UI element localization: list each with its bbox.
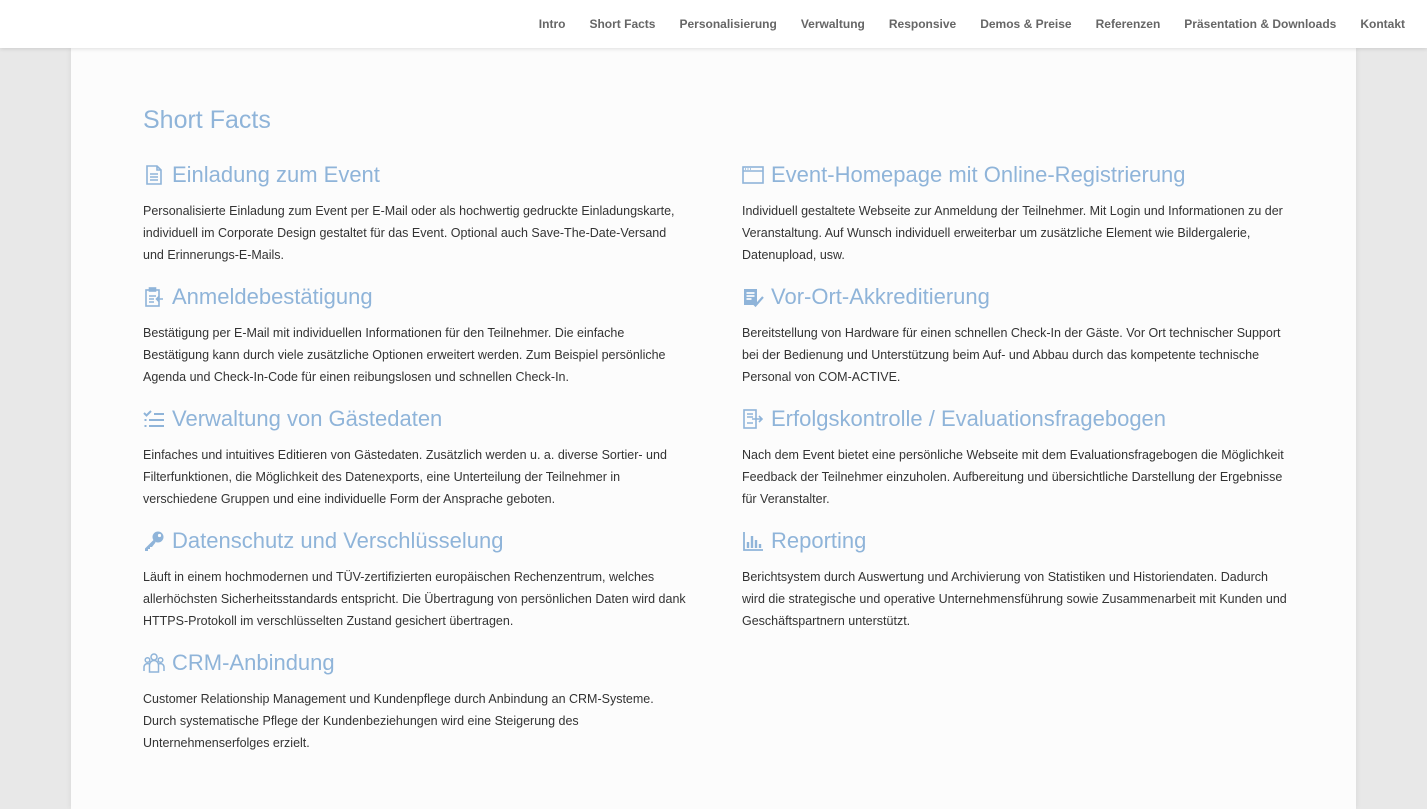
- nav-link-verwaltung[interactable]: Verwaltung: [800, 17, 865, 31]
- content-area: [71, 48, 1356, 809]
- nav-item: [1096, 15, 1161, 33]
- fact-text: Nach dem Event bietet eine persönliche Webseite mit dem Evaluationsfragebogen die Möglichkeit Feedback der Teilnehmer einzuholen. Aufbereitung und übersichtliche Darstellung der Ergebnisse für Veranstalter.: [742, 448, 1284, 506]
- nav-item: [980, 15, 1071, 33]
- document-icon: [143, 164, 165, 186]
- fact-datenschutz: [143, 526, 688, 648]
- fact-heading: [143, 282, 688, 312]
- fact-gaestedaten: [143, 404, 688, 526]
- nav-link-demos-preise[interactable]: Demos & Preise: [980, 17, 1072, 31]
- bar-chart-icon: [742, 530, 764, 552]
- fact-title: Verwaltung von Gästedaten: [172, 406, 443, 431]
- fact-title: Vor-Ort-Akkreditierung: [771, 284, 990, 309]
- nav-link-personalisierung[interactable]: Personalisierung: [679, 17, 777, 31]
- form-export-icon: [742, 408, 764, 430]
- fact-anmeldebestaetigung: [143, 282, 688, 404]
- fact-event-homepage: [742, 160, 1287, 282]
- nav-item: [1184, 15, 1336, 33]
- fact-einladung: [143, 160, 688, 282]
- fact-text: Customer Relationship Management und Kundenpflege durch Anbindung an CRM-Systeme. Durch systematische Pflege der Kundenbeziehungen wird eine Steigerung des Unternehmenserfolges erzielt.: [143, 692, 654, 750]
- nav-link-short-facts[interactable]: Short Facts: [589, 17, 656, 31]
- fact-heading: [143, 404, 688, 434]
- fact-heading: [742, 526, 1287, 556]
- fact-heading: [143, 648, 688, 678]
- main-nav: [515, 0, 1405, 48]
- fact-reporting: [742, 526, 1287, 648]
- fact-title: Datenschutz und Verschlüsselung: [172, 528, 504, 553]
- nav-link-praesentation-downloads[interactable]: Präsentation & Downloads: [1184, 17, 1337, 31]
- section-title: Short Facts: [143, 106, 271, 134]
- fact-akkreditierung: [742, 282, 1287, 404]
- clipboard-icon: [143, 286, 165, 308]
- nav-item: [889, 15, 956, 33]
- nav-item: [539, 15, 566, 33]
- nav-link-intro[interactable]: Intro: [538, 17, 566, 31]
- fact-erfolgskontrolle: [742, 404, 1287, 526]
- fact-title: Erfolgskontrolle / Evaluationsfragebogen: [771, 406, 1167, 431]
- fact-title: Anmeldebestätigung: [172, 284, 373, 309]
- fact-heading: [742, 404, 1287, 434]
- fact-heading: [143, 160, 688, 190]
- fact-text: Personalisierte Einladung zum Event per E-Mail oder als hochwertig gedruckte Einladungskarte, individuell im Corporate Design gestaltet für das Event. Optional auch Save-The-Date-Versand und Erinnerungs-E-Mails.: [143, 204, 675, 262]
- fact-text: Bereitstellung von Hardware für einen schnellen Check-In der Gäste. Vor Ort technischer Support bei der Bedienung und Unterstützung beim Auf- und Abbau durch das kompetente technische Personal von COM-ACTIVE.: [742, 326, 1281, 384]
- fact-text: Individuell gestaltete Webseite zur Anmeldung der Teilnehmer. Mit Login und Informationen zu der Veranstaltung. Auf Wunsch individuell erweiterbar um zusätzliche Element wie Bildergalerie, Datenupload, usw.: [742, 204, 1283, 262]
- browser-window-icon: [742, 164, 764, 186]
- top-navigation-bar: [0, 0, 1427, 48]
- checklist-icon: [143, 408, 165, 430]
- key-icon: [143, 530, 165, 552]
- nav-item: [679, 15, 776, 33]
- fact-title: Reporting: [771, 528, 867, 553]
- fact-text: Einfaches und intuitives Editieren von Gästedaten. Zusätzlich werden u. a. diverse Sortier- und Filterfunktionen, die Möglichkeit des Datenexports, eine Unterteilung der Teilnehmer in verschiedene Gruppen und eine individuelle Form der Ansprache geboten.: [143, 448, 667, 506]
- people-icon: [143, 652, 165, 674]
- fact-heading: [143, 526, 688, 556]
- fact-title: Einladung zum Event: [172, 162, 380, 187]
- fact-heading: [742, 160, 1287, 190]
- fact-text: Berichtsystem durch Auswertung und Archivierung von Statistiken und Historiendaten. Dadurch wird die strategische und operative Unternehmensführung sowie Zusammenarbeit mit Kunden und Geschäftspartnern unterstützt.: [742, 570, 1287, 628]
- fact-crm: [143, 648, 688, 770]
- fact-title: CRM-Anbindung: [172, 650, 335, 675]
- nav-item: [1360, 15, 1405, 33]
- nav-item: [589, 15, 655, 33]
- fact-heading: [742, 282, 1287, 312]
- checked-list-icon: [742, 286, 764, 308]
- facts-column-left: [143, 160, 688, 770]
- fact-text: Läuft in einem hochmodernen und TÜV-zertifizierten europäischen Rechenzentrum, welches allerhöchsten Sicherheitsstandards entspricht. Die Übertragung von persönlichen Daten wird dank HTTPS-Protokoll im verschlüsselten Zustand gesichert übertragen.: [143, 570, 686, 628]
- nav-link-kontakt[interactable]: Kontakt: [1360, 17, 1405, 31]
- fact-text: Bestätigung per E-Mail mit individuellen Informationen für den Teilnehmer. Die einfache Bestätigung kann durch viele zusätzliche Optionen erweitert werden. Zum Beispiel persönliche Agenda und Check-In-Code für einen reibungslosen und schnellen Check-In.: [143, 326, 666, 384]
- fact-title: Event-Homepage mit Online-Registrierung: [771, 162, 1186, 187]
- nav-link-responsive[interactable]: Responsive: [888, 17, 957, 31]
- nav-item: [801, 15, 865, 33]
- facts-column-right: [742, 160, 1287, 648]
- nav-link-referenzen[interactable]: Referenzen: [1095, 17, 1161, 31]
